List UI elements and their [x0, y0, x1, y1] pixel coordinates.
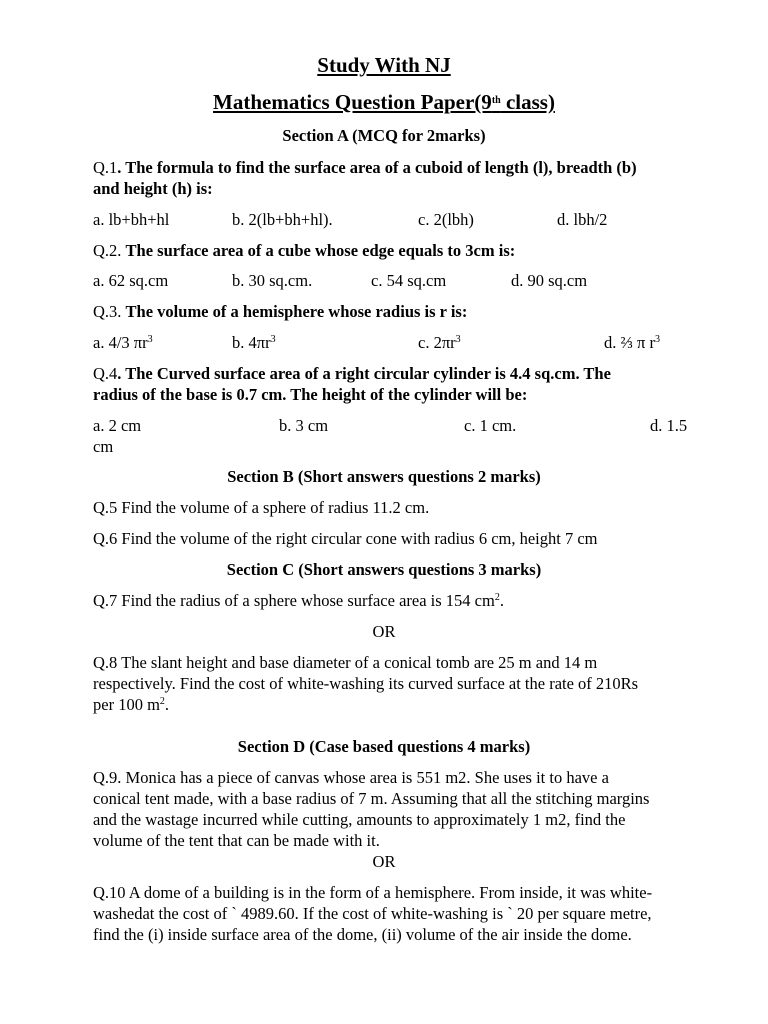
- q2-option-b: b. 30 sq.cm.: [232, 271, 313, 290]
- q3-option-b: [232, 332, 276, 353]
- q9-line2: conical tent made, with a base radius of 7 m. Assuming that all the stitching margins: [93, 789, 650, 808]
- q2-number: Q.2.: [93, 241, 126, 260]
- q8-line1: Q.8 The slant height and base diameter of a conical tomb are 25 m and 14 m: [93, 653, 598, 672]
- q7-sup: 2: [494, 592, 500, 603]
- q2-line: [93, 240, 515, 261]
- q1-option-a: a. lb+bh+hl: [93, 210, 170, 229]
- q2-option-c: c. 54 sq.cm: [371, 271, 447, 290]
- q3-option-d: [604, 332, 660, 353]
- q3-option-d-base: d. ⅔ π r: [604, 333, 655, 352]
- q1-number: Q.1: [93, 158, 118, 177]
- q2-text: The surface area of a cube whose edge equals to 3cm is:: [125, 241, 516, 260]
- q1-line1: [93, 157, 637, 178]
- q8-end: .: [164, 695, 170, 714]
- q1-text1: . The formula to find the surface area of a cuboid of length (l), breadth (b): [117, 158, 637, 177]
- q1-option-d: d. lbh/2: [557, 210, 608, 229]
- q3-option-a: [93, 332, 153, 353]
- q1-option-c: c. 2(lbh): [418, 210, 474, 229]
- q2-option-d: d. 90 sq.cm: [511, 271, 588, 290]
- q8-text3: per 100 m: [93, 695, 160, 714]
- section-a-heading: Section A (MCQ for 2marks): [282, 126, 486, 145]
- q4-number: Q.4: [93, 364, 118, 383]
- q4-line2: radius of the base is 0.7 cm. The height of the cylinder will be:: [93, 385, 528, 404]
- q10-line1: Q.10 A dome of a building is in the form of a hemisphere. From inside, it was white-: [93, 883, 653, 902]
- q2-option-a: a. 62 sq.cm: [93, 271, 169, 290]
- q10-line2: washedat the cost of ` 4989.60. If the cost of white-washing is ` 20 per square metre,: [93, 904, 652, 923]
- q4-option-b: b. 3 cm: [279, 416, 329, 435]
- q4-option-a: a. 2 cm: [93, 416, 142, 435]
- q3-line: [93, 301, 467, 322]
- q7-text: Q.7 Find the radius of a sphere whose surface area is 154 cm: [93, 591, 495, 610]
- q3-text: The volume of a hemisphere whose radius is r is:: [125, 302, 468, 321]
- q4-option-d: d. 1.5: [650, 416, 688, 435]
- paper-title-sup: th: [491, 95, 501, 106]
- q4-text1: . The Curved surface area of a right circular cylinder is 4.4 sq.cm. The: [117, 364, 611, 383]
- q9-line4: volume of the tent that can be made with it.: [93, 831, 380, 850]
- brand-title: Study With NJ: [317, 53, 451, 77]
- q3-option-c: [418, 332, 461, 353]
- q9-line1: Q.9. Monica has a piece of canvas whose area is 551 m2. She uses it to have a: [93, 768, 609, 787]
- q3-option-c-sup: 3: [455, 334, 461, 345]
- q7-end: .: [499, 591, 504, 610]
- paper-title-main: Mathematics Question Paper(9: [213, 90, 492, 114]
- q3-option-a-base: a. 4/3 πr: [93, 333, 148, 352]
- or-divider-c: OR: [372, 622, 396, 641]
- q10-line3: find the (i) inside surface area of the dome, (ii) volume of the air inside the dome.: [93, 925, 632, 944]
- q3-option-b-base: b. 4πr: [232, 333, 271, 352]
- q8-line2: respectively. Find the cost of white-washing its curved surface at the rate of 210Rs: [93, 674, 639, 693]
- q3-option-c-base: c. 2πr: [418, 333, 456, 352]
- q3-number: Q.3.: [93, 302, 126, 321]
- q4-line1: [93, 363, 611, 384]
- q8-line3: [93, 694, 169, 715]
- section-c-heading: Section C (Short answers questions 3 marks): [226, 560, 542, 579]
- q3-option-a-sup: 3: [147, 334, 153, 345]
- q1-line2: and height (h) is:: [93, 179, 213, 198]
- or-divider-d: OR: [372, 852, 396, 871]
- section-d-heading: Section D (Case based questions 4 marks): [237, 737, 531, 756]
- q4-option-c: c. 1 cm.: [464, 416, 517, 435]
- section-b-heading: Section B (Short answers questions 2 marks): [227, 467, 541, 486]
- q9-line3: and the wastage incurred while cutting, amounts to approximately 1 m2, find the: [93, 810, 626, 829]
- paper-title: [0, 89, 768, 115]
- q3-option-d-sup: 3: [654, 334, 660, 345]
- q8-sup: 2: [159, 696, 165, 707]
- q5-text: Q.5 Find the volume of a sphere of radius 11.2 cm.: [93, 498, 430, 517]
- q3-option-b-sup: 3: [270, 334, 276, 345]
- q6-text: Q.6 Find the volume of the right circular cone with radius 6 cm, height 7 cm: [93, 529, 598, 548]
- q1-option-b: b. 2(lb+bh+hl).: [232, 210, 333, 229]
- paper-title-tail: class): [500, 90, 555, 114]
- q4-option-d-wrap: cm: [93, 437, 114, 456]
- q7-line: [93, 590, 504, 611]
